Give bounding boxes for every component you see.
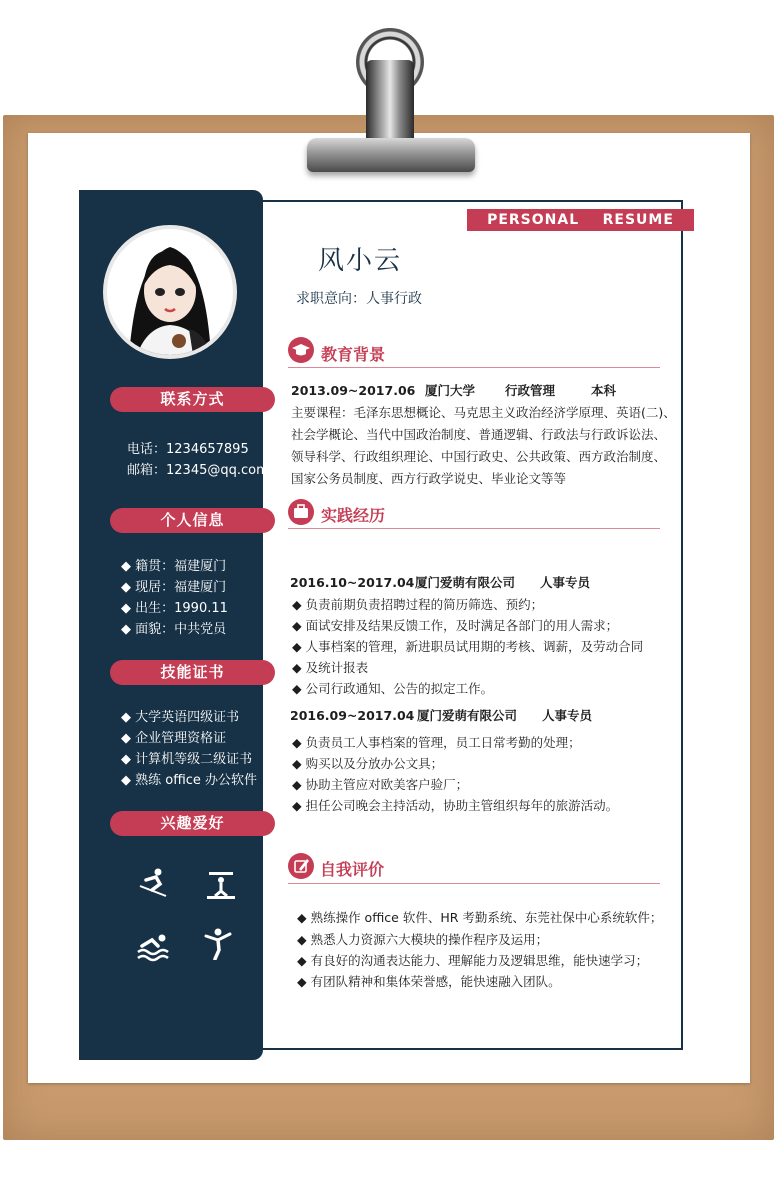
info-item: ◆ 面貌：中共党员 (121, 622, 227, 637)
avatar-illustration (107, 229, 233, 355)
education-course-line: 社会学概论、当代中国政治制度、普通逻辑、行政法与行政诉讼法、 (291, 427, 667, 442)
briefcase-icon (288, 499, 314, 525)
practice-section-title: 实践经历 (321, 506, 386, 525)
self-eval-section-title: 自我评价 (320, 860, 385, 879)
job2-duty: ◆ 购买以及分放办公文具； (292, 756, 444, 771)
avatar (103, 225, 237, 359)
binder-clip (307, 138, 475, 172)
education-header: 2013.09~2017.06 厦门大学 行政管理 本科 (291, 383, 617, 398)
job2-duty: ◆ 担任公司晚会主持活动，协助主管组织每年的旅游活动。 (292, 798, 619, 813)
job2-duty: ◆ 协助主管应对欧美客户验厂； (292, 777, 469, 792)
job1-header: 2016.10~2017.04厦门爱萌有限公司 人事专员 (290, 575, 591, 590)
candidate-name: 风小云 (318, 246, 403, 276)
skill-item: ◆ 熟练 office 办公软件 (121, 773, 258, 788)
education-course-line: 国家公务员制度、西方行政学说史、毕业论文等等 (291, 471, 567, 486)
job1-duty: ◆ 公司行政通知、公告的拟定工作。 (292, 681, 494, 696)
self-eval-item: ◆ 熟练操作 office 软件、HR 考勤系统、东莞社保中心系统软件； (297, 910, 663, 925)
pencil-icon (288, 853, 314, 879)
clip-neck (366, 60, 414, 145)
job1-duty: ◆ 及统计报表 (292, 660, 369, 675)
education-course-line: 领导科学、行政组织理论、中国行政史、公共政策、西方政治制度、 (291, 449, 667, 464)
education-divider (288, 367, 660, 368)
graduation-cap-icon (288, 337, 314, 363)
job1-duty: ◆ 人事档案的管理，新进职员试用期的考核、调薪，及劳动合同 (292, 639, 644, 654)
skill-item: ◆ 大学英语四级证书 (121, 710, 240, 725)
skill-item: ◆ 企业管理资格证 (121, 731, 227, 746)
weightlifting-icon (204, 866, 238, 900)
job1-duty: ◆ 面试安排及结果反馈工作，及时满足各部门的用人需求； (292, 618, 619, 633)
contact-section-title: 联系方式 (110, 387, 275, 412)
practice-divider (288, 528, 660, 529)
self-eval-divider (288, 883, 660, 884)
email-text: 邮箱：12345@qq.com (127, 463, 269, 478)
info-item: ◆ 现居：福建厦门 (121, 580, 227, 595)
education-section-title: 教育背景 (321, 345, 386, 364)
job-objective: 求职意向：人事行政 (296, 291, 422, 307)
job2-duty: ◆ 负责员工人事档案的管理，员工日常考勤的处理； (292, 735, 581, 750)
self-eval-item: ◆ 有良好的沟通表达能力、理解能力及逻辑思维，能快速学习； (297, 953, 649, 968)
job1-duty: ◆ 负责前期负责招聘过程的简历筛选、预约； (292, 597, 544, 612)
job2-header: 2016.09~2017.04 厦门爱萌有限公司 人事专员 (290, 708, 593, 723)
info-item: ◆ 出生：1990.11 (121, 601, 228, 616)
self-eval-item: ◆ 熟悉人力资源六大模块的操作程序及运用； (297, 932, 549, 947)
swimming-icon (136, 928, 170, 962)
info-item: ◆ 籍贯：福建厦门 (121, 559, 227, 574)
yoga-icon (202, 926, 236, 960)
self-eval-item: ◆ 有团队精神和集体荣誉感，能快速融入团队。 (297, 974, 561, 989)
personal-resume-banner: PERSONAL RESUME (467, 209, 694, 231)
skill-item: ◆ 计算机等级二级证书 (121, 752, 253, 767)
skiing-icon (136, 866, 170, 900)
hobby-section-title: 兴趣爱好 (110, 811, 275, 836)
phone-text: 电话：1234657895 (127, 442, 249, 457)
info-section-title: 个人信息 (110, 508, 275, 533)
education-course-line: 主要课程：毛泽东思想概论、马克思主义政治经济学原理、英语(二)、 (291, 405, 676, 420)
skills-section-title: 技能证书 (110, 660, 275, 685)
